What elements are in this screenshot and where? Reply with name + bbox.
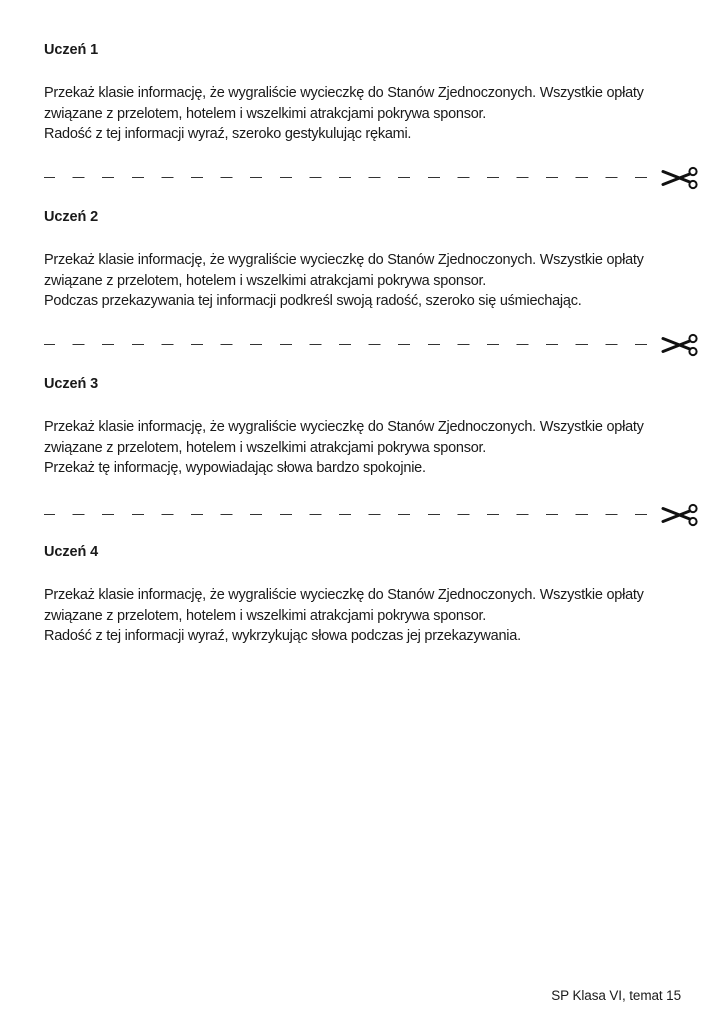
student-card-3 <box>44 375 694 479</box>
scissors-icon <box>661 333 699 357</box>
card-title: Uczeń 3 <box>44 376 99 392</box>
card-title: Uczeń 1 <box>44 42 99 58</box>
scissors-icon <box>661 166 699 190</box>
card-title: Uczeń 4 <box>44 544 99 560</box>
card-instructions <box>44 250 694 312</box>
instruction-line: Przekaż tę informację, wypowiadając słowa bardzo spokojnie. <box>44 460 426 476</box>
instruction-line: Przekaż klasie informację, że wygraliście wycieczkę do Stanów Zjednoczonych. Wszystkie opłaty <box>44 85 644 101</box>
student-card-1 <box>44 41 694 145</box>
instruction-line: Podczas przekazywania tej informacji podkreśl swoją radość, szeroko się uśmiechając. <box>44 293 582 309</box>
instruction-line: Przekaż klasie informację, że wygraliście wycieczkę do Stanów Zjednoczonych. Wszystkie opłaty <box>44 587 644 603</box>
card-title: Uczeń 2 <box>44 209 99 225</box>
dashed-separator <box>44 514 652 515</box>
card-instructions <box>44 417 694 479</box>
student-card-2 <box>44 208 694 312</box>
dashed-separator <box>44 344 652 345</box>
dashed-separator <box>44 177 652 178</box>
instruction-line: Przekaż klasie informację, że wygraliście wycieczkę do Stanów Zjednoczonych. Wszystkie opłaty <box>44 419 644 435</box>
instruction-line: Przekaż klasie informację, że wygraliście wycieczkę do Stanów Zjednoczonych. Wszystkie opłaty <box>44 252 644 268</box>
page-footer: SP Klasa VI, temat 15 <box>551 988 681 1003</box>
instruction-line: związane z przelotem, hotelem i wszelkimi atrakcjami pokrywa sponsor. <box>44 439 487 456</box>
instruction-line: związane z przelotem, hotelem i wszelkimi atrakcjami pokrywa sponsor. <box>44 105 487 122</box>
cut-line-2 <box>44 333 700 357</box>
instruction-line: związane z przelotem, hotelem i wszelkimi atrakcjami pokrywa sponsor. <box>44 607 487 624</box>
instruction-line: Radość z tej informacji wyraź, szeroko gestykulując rękami. <box>44 126 412 142</box>
instruction-line: Radość z tej informacji wyraź, wykrzykując słowa podczas jej przekazywania. <box>44 628 521 644</box>
student-card-4 <box>44 543 694 647</box>
cut-line-1 <box>44 166 700 190</box>
card-instructions <box>44 83 694 145</box>
cut-line-3 <box>44 503 700 527</box>
card-instructions <box>44 585 694 647</box>
instruction-line: związane z przelotem, hotelem i wszelkimi atrakcjami pokrywa sponsor. <box>44 272 487 289</box>
scissors-icon <box>661 503 699 527</box>
